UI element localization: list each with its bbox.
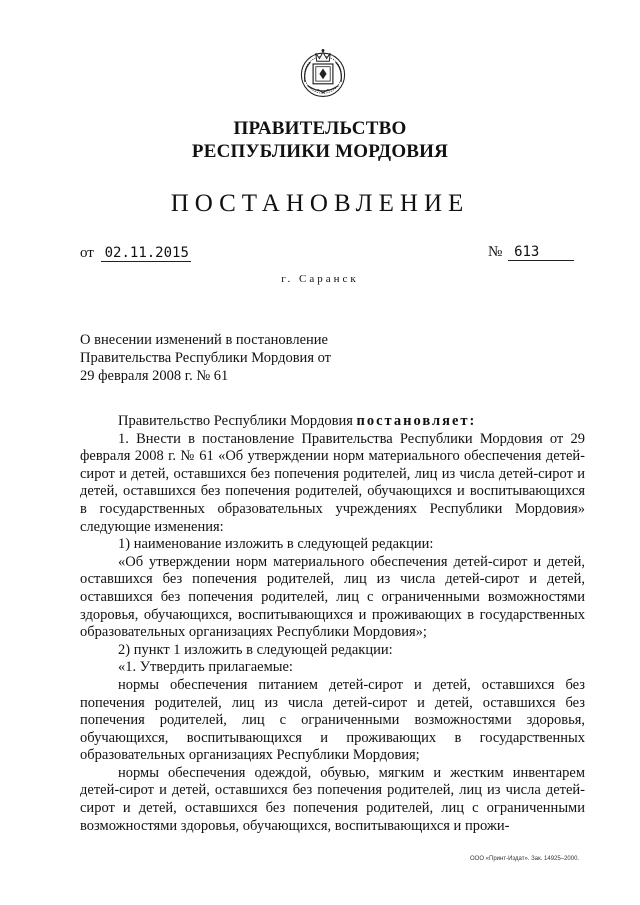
city-label: г. Саранск bbox=[281, 273, 359, 285]
document-type-title: ПОСТАНОВЛЕНИЕ bbox=[170, 190, 470, 217]
paragraph-1: 1. Внести в постановление Правительства Республики Мордовия от 29 февраля 2008 г. № 61 «Об утверждении норм материального обеспечения детей-сирот и детей, оставшихся без попечения родителей, лиц из числа детей-сирот и детей, оставшихся без попечения родителей, обучающихся и воспитывающихся в государственных образовательных учреждениях Республики Мордовия» следующие изменения: bbox=[80, 430, 585, 535]
paragraph-2: 1) наименование изложить в следующей редакции: bbox=[118, 536, 434, 553]
subject-line-2: Правительства Республики Мордовия от bbox=[80, 350, 332, 366]
printer-footer: ООО «Принт-Издат». Зак. 14925–2000. bbox=[470, 856, 580, 862]
number-prefix: № bbox=[488, 244, 503, 260]
intro-resolves: постановляет: bbox=[356, 413, 477, 429]
subject-line-1: О внесении изменений в постановление bbox=[80, 332, 328, 348]
number-row bbox=[488, 244, 574, 261]
paragraph-6: нормы обеспечения питанием детей-сирот и детей, оставшихся без попечения родителей, лиц из числа детей-сирот и детей, оставшихся без попечения родителей, лиц с ограниченными возможностями здоровья, обучающихся, воспитывающихся и проживающих в государственных образовательных организациях Республики Мордовия; bbox=[80, 676, 585, 764]
org-line-2: РЕСПУБЛИКИ МОРДОВИЯ bbox=[191, 141, 449, 162]
org-line-1: ПРАВИТЕЛЬСТВО bbox=[233, 118, 407, 139]
government-name bbox=[0, 117, 640, 163]
coat-of-arms-emblem bbox=[296, 46, 350, 100]
intro-paragraph bbox=[80, 413, 585, 431]
intro-text: Правительство Республики Мордовия bbox=[118, 413, 357, 429]
number-value: 613 bbox=[508, 244, 574, 261]
date-prefix: от bbox=[80, 245, 94, 261]
paragraph-5: «1. Утвердить прилагаемые: bbox=[118, 659, 293, 676]
paragraph-7: нормы обеспечения одеждой, обувью, мягким и жестким инвентарем детей-сирот и детей, оставшихся без попечения родителей, лиц из числа детей-сирот и детей, оставшихся без попечения родителей, лиц с ограниченными возможностями здоровья, обучающихся, воспитывающихся и прожи- bbox=[80, 764, 585, 834]
document-body bbox=[80, 413, 585, 835]
date-row bbox=[80, 245, 191, 262]
date-value: 02.11.2015 bbox=[101, 245, 191, 262]
document-subject bbox=[80, 331, 370, 385]
paragraph-3: «Об утверждении норм материального обеспечения детей-сирот и детей, оставшихся без попечения родителей, лиц из числа детей-сирот и детей, оставшихся без попечения родителей, лиц с ограниченными возможностями здоровья, обучающихся, воспитывающихся и проживающих в государственных образовательных организациях Республики Мордовия»; bbox=[80, 553, 585, 641]
paragraph-4: 2) пункт 1 изложить в следующей редакции: bbox=[118, 641, 393, 658]
subject-line-3: 29 февраля 2008 г. № 61 bbox=[80, 368, 229, 384]
